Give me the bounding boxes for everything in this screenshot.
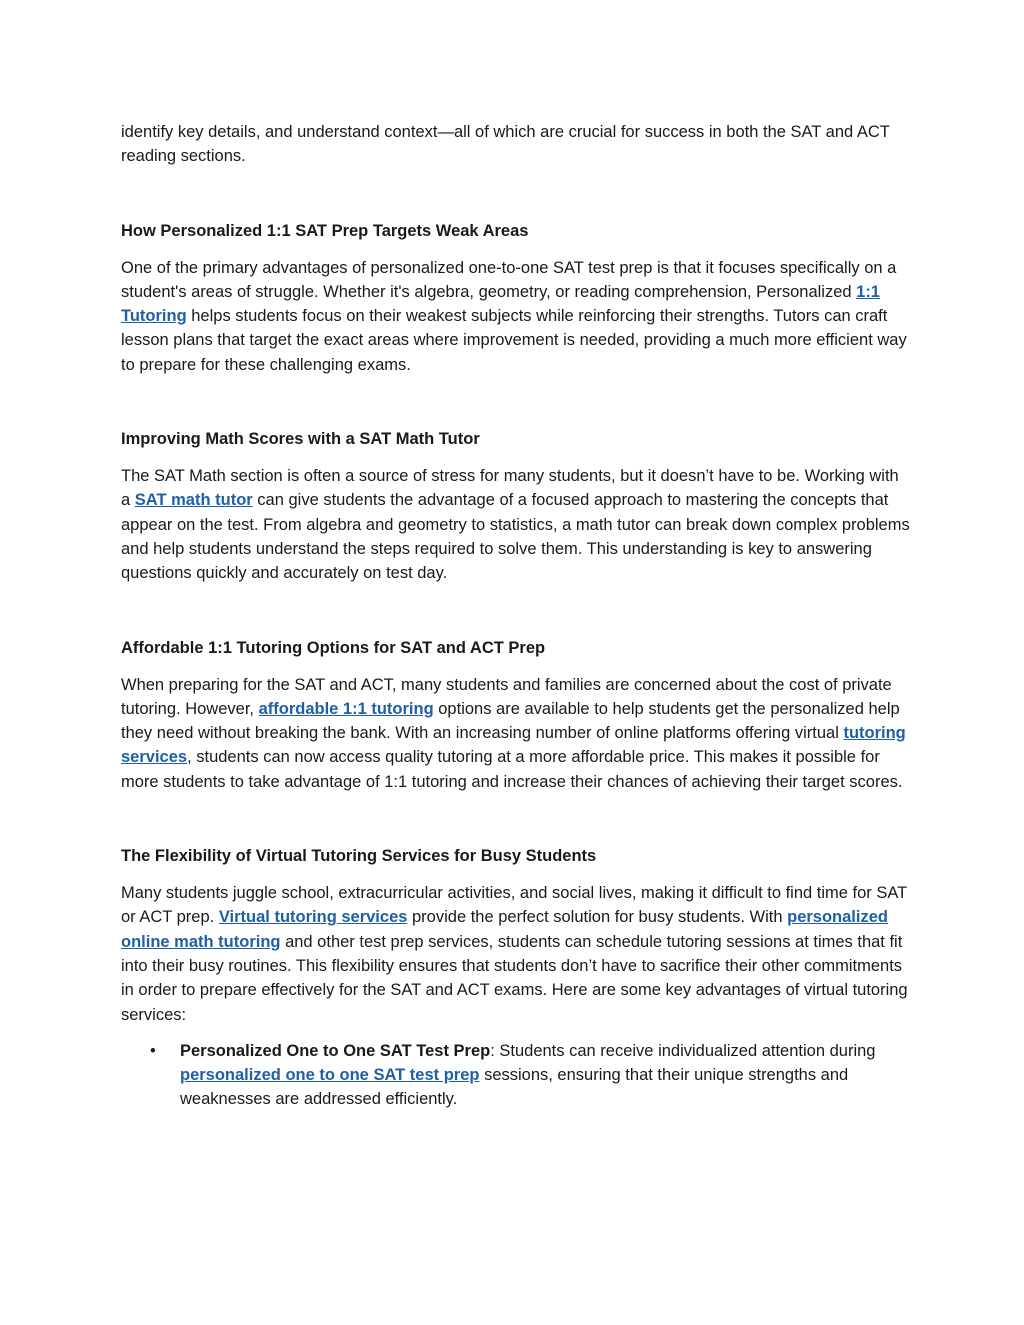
link-personalized-one-to-one-sat-test-prep[interactable]: personalized one to one SAT test prep xyxy=(180,1066,480,1085)
spacer xyxy=(121,451,911,464)
link-virtual-tutoring-services[interactable]: Virtual tutoring services xyxy=(218,908,408,927)
text-run: Many students juggle school, extracurricular activities, and social lives, making it difficult to find time for SAT or ACT prep. xyxy=(121,884,907,927)
spacer xyxy=(121,169,911,219)
text-run: When preparing for the SAT and ACT, many students and families are concerned about the cost of private tutoring. However, xyxy=(121,675,892,718)
link-affordable-tutoring[interactable]: affordable 1:1 tutoring xyxy=(258,699,434,718)
text-run: provide the perfect solution for busy students. With xyxy=(407,908,788,927)
document-page xyxy=(121,120,911,1112)
intro-text: identify key details, and understand context—all of which are crucial for success in both the SAT and ACT reading sections. xyxy=(121,123,890,166)
section-paragraph-math-tutor xyxy=(121,464,911,585)
spacer xyxy=(121,868,911,881)
advantages-list xyxy=(121,1039,911,1112)
bullet-icon: • xyxy=(150,1041,156,1060)
link-1-1-tutoring[interactable]: 1:1 Tutoring xyxy=(121,282,880,326)
link-personalized-online-math-tutoring[interactable]: personalized online math tutoring xyxy=(121,908,888,951)
spacer xyxy=(121,660,911,673)
text-run: sessions, ensuring that their unique strengths and weaknesses are addressed efficiently. xyxy=(180,1066,849,1109)
spacer xyxy=(121,1027,911,1039)
section-heading-math-tutor: Improving Math Scores with a SAT Math Tutor xyxy=(121,430,480,449)
text-run: options are available to help students get the personalized help they need without breaking the bank. With an increasing number of online platforms offering virtual xyxy=(121,699,900,743)
text-run: helps students focus on their weakest subjects while reinforcing their strengths. Tutors can craft lesson plans that target the exact areas where improvement is needed, providing a much more efficient way to prepare for these challenging exams. xyxy=(121,307,907,374)
spacer xyxy=(121,586,911,636)
text-run: One of the primary advantages of personalized one-to-one SAT test prep is that it focuses specifically on a student's areas of struggle. Whether it's algebra, geometry, or reading comprehension, Personalized xyxy=(121,258,897,301)
text-run: and other test prep services, students can schedule tutoring sessions at times that fit into their busy routines. This flexibility ensures that students don’t have to sacrifice their other commitments in order to prepare effectively for the SAT and ACT exams. Here are some key advantages of virtual tutoring services: xyxy=(121,932,908,1024)
section-paragraph-weak-areas xyxy=(121,256,911,377)
link-tutoring-services[interactable]: tutoring services xyxy=(121,724,906,767)
spacer xyxy=(121,243,911,256)
section-paragraph-affordable xyxy=(121,673,911,794)
list-item-title: Personalized One to One SAT Test Prep xyxy=(180,1041,491,1060)
section-heading-flexibility: The Flexibility of Virtual Tutoring Services for Busy Students xyxy=(121,847,597,866)
link-sat-math-tutor[interactable]: SAT math tutor xyxy=(134,491,253,510)
text-run: , students can now access quality tutoring at a more affordable price. This makes it possible for more students to take advantage of 1:1 tutoring and increase their chances of achieving their target scores. xyxy=(121,748,903,791)
section-heading-weak-areas: How Personalized 1:1 SAT Prep Targets Weak Areas xyxy=(121,221,529,240)
spacer xyxy=(121,794,911,844)
text-run: : Students can receive individualized attention during xyxy=(490,1041,876,1060)
spacer xyxy=(121,377,911,427)
section-heading-affordable: Affordable 1:1 Tutoring Options for SAT and ACT Prep xyxy=(121,638,546,657)
list-item xyxy=(121,1039,911,1112)
section-paragraph-flexibility xyxy=(121,881,911,1027)
text-run: can give students the advantage of a focused approach to mastering the concepts that appear on the test. From algebra and geometry to statistics, a math tutor can break down complex problems and help students understand the steps required to solve them. This understanding is key to answering questions quickly and accurately on test day. xyxy=(121,491,910,583)
text-run: The SAT Math section is often a source of stress for many students, but it doesn’t have to be. Working with a xyxy=(121,467,899,510)
intro-paragraph xyxy=(121,120,911,169)
